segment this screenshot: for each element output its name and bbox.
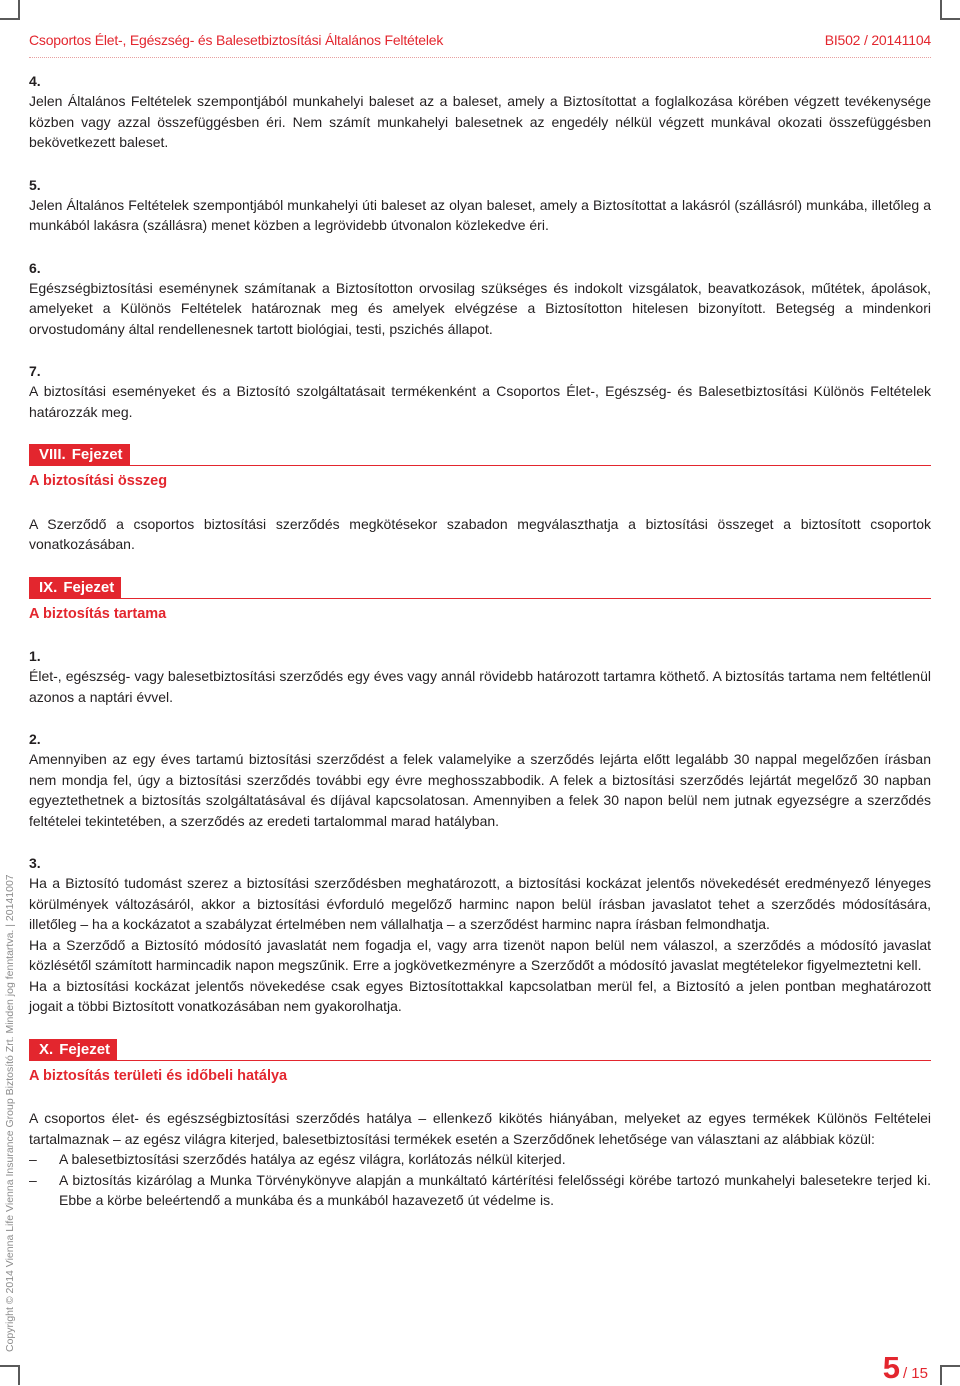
- document-title: Csoportos Élet-, Egészség- és Balesetbiztosítási Általános Feltételek: [29, 32, 444, 48]
- chapter-heading-bar: [29, 444, 931, 466]
- list-dash: –: [29, 1171, 37, 1188]
- paragraph: A csoportos élet- és egészségbiztosítási szerződés hatálya – ellenkező kikötés hiányában, melyeket az egyes termékek Különös Feltételei tartalmaznak – az egész világra kiterjed, balesetbiztosítási termékek esetén a Szerződőnek lehetősége van választani az alábbiak közül:: [29, 1110, 931, 1147]
- list-item-text: A biztosítás kizárólag a Munka Törvénykönyve alapján a munkáltató kártérítési felelősségi körébe tartozó munkahelyi balesetekre terjed ki. Ebbe a körbe beleértendő a munkába és a munkából hazavezető út védelme is.: [59, 1171, 931, 1208]
- section-text: Élet-, egészség- vagy balesetbiztosítási szerződés egy éves vagy annál rövidebb határozott tartamra köthető. A biztosítás tartama nem feltétlenül azonos a naptári évvel.: [29, 668, 931, 705]
- chapter-label: [29, 444, 130, 466]
- chapter-viii: [29, 444, 931, 492]
- section-number: 3.: [29, 855, 41, 871]
- chapter-heading-bar: [29, 1039, 931, 1061]
- crop-mark-top-right: [940, 0, 960, 20]
- section-text: Ha a Szerződő a Biztosító módosító javaslatát nem fogadja el, vagy arra tizenöt napon belül nem válaszol, a szerződés a módosító javaslat közlésétől számított harmincadik napon megszűnik. Erre a jogkövetkezményre a Szerződőt a módosító javaslat megtételekor figyelmeztetni kell.: [29, 936, 931, 973]
- chapter-title: A biztosítási összeg: [29, 473, 168, 489]
- chapter-ix-point-3: [29, 853, 931, 1017]
- section-6: [29, 258, 931, 340]
- section-number: 4.: [29, 73, 41, 89]
- chapter-ix-point-1: [29, 646, 931, 707]
- chapter-rule: [29, 1060, 931, 1061]
- chapter-roman: VIII.: [39, 446, 66, 463]
- chapter-word: Fejezet: [71, 446, 123, 463]
- chapter-heading-bar: [29, 577, 931, 599]
- page-content: [29, 71, 931, 1211]
- chapter-word: Fejezet: [63, 578, 115, 596]
- section-number: 1.: [29, 648, 41, 664]
- section-7: [29, 361, 931, 422]
- chapter-label: [29, 1039, 117, 1061]
- section-number: 2.: [29, 731, 41, 747]
- section-5: [29, 175, 931, 236]
- section-text: Jelen Általános Feltételek szempontjából munkahelyi úti baleset az olyan baleset, amely a Biztosítottat a lakásról (szállásról) munkába, illetőleg a munkából lakásra (szállásra) menet közben a legrövidebb útvonalon közlekedve éri.: [29, 196, 931, 233]
- paragraph: A Szerződő a csoportos biztosítási szerződés megkötésekor szabadon megválaszthatja a biztosítási összeget a biztosított csoportok vonatkozásában.: [29, 515, 931, 552]
- chapter-x: [29, 1039, 931, 1087]
- section-4: [29, 71, 931, 153]
- chapter-roman: IX.: [39, 578, 58, 596]
- copyright-notice: Copyright © 2014 Vienna Life Vienna Insurance Group Biztosító Zrt. Minden jog fenntartva. | 20141007: [4, 874, 16, 1352]
- crop-mark-top-left: [0, 0, 20, 20]
- chapter-ix: [29, 577, 931, 625]
- total-pages: / 15: [902, 1365, 928, 1382]
- chapter-label: [29, 577, 121, 599]
- chapter-word: Fejezet: [59, 1040, 111, 1058]
- section-text: Egészségbiztosítási eseménynek számítanak a Biztosítotton orvosilag szükséges és indokolt vizsgálatok, beavatkozások, műtétek, ápolások, amelyeket a Különös Feltételek határoznak meg és amelyek elvégzése a Biztosítotton hitelesen bizonyított. Betegség a mindenkori orvostudomány által rendellenesnek tartott biológiai, testi, pszichés állapot.: [29, 279, 931, 337]
- page-number: [883, 1350, 928, 1386]
- section-number: 5.: [29, 176, 41, 193]
- section-text: Ha a biztosítási kockázat jelentős növekedése csak egyes Biztosítottakkal kapcsolatban merül fel, a Biztosító a jelen pontban meghatározott jogait a többi Biztosított vonatkozásában nem gyakorolhatja.: [29, 977, 931, 1014]
- chapter-title: A biztosítás tartama: [29, 605, 167, 622]
- section-number: 7.: [29, 363, 41, 379]
- chapter-ix-point-2: [29, 729, 931, 831]
- section-number: 6.: [29, 259, 41, 276]
- section-text: A biztosítási eseményeket és a Biztosító szolgáltatásait termékenként a Csoportos Élet-, Egészség- és Balesetbiztosítási Különös Feltételek határozzák meg.: [29, 383, 931, 420]
- chapter-viii-text: [29, 514, 931, 555]
- current-page: 5: [882, 1350, 900, 1385]
- chapter-rule: [29, 465, 931, 466]
- chapter-title: A biztosítás területi és időbeli hatálya: [29, 1067, 288, 1084]
- chapter-roman: X.: [39, 1040, 54, 1058]
- chapter-rule: [29, 598, 931, 599]
- section-text: Jelen Általános Feltételek szempontjából munkahelyi baleset az a baleset, amely a Biztosítottat a foglalkozása körében végzett tevékenysége közben vagy azzal összefüggésben éri. Nem számít munkahelyi balesetnek az engedély nélkül végzett munkával okozati összefüggésben bekövetkezett baleset.: [29, 93, 931, 150]
- document-code: BI502 / 20141104: [824, 32, 931, 48]
- list-dash: –: [29, 1151, 37, 1167]
- list-item: [29, 1149, 931, 1170]
- list-item-text: A balesetbiztosítási szerződés hatálya az egész világra, korlátozás nélkül kiterjed.: [59, 1151, 566, 1167]
- header-divider: [29, 57, 931, 58]
- section-text: Ha a Biztosító tudomást szerez a biztosítási szerződésben meghatározott, a biztosítási kockázat jelentős növekedését eredményező lényeges körülmények változásáról, akkor a biztosítási évforduló megelőző harminc napon belül írásban javaslatot tehet a szerződés módosítására, illetőleg – ha a kockázatot a szabályzat értelmében nem vállalhatja – a szerződést harminc napra írásban felmondhatja.: [29, 875, 931, 932]
- chapter-x-text: [29, 1108, 931, 1211]
- list-item: [29, 1170, 931, 1211]
- section-text: Amennyiben az egy éves tartamú biztosítási szerződést a felek valamelyike a szerződés lejárta előtt legalább 30 nappal megelőzően írásban nem mondja fel, úgy a biztosítási szerződés további egy évre meghosszabbodik. A felek a biztosítási szerződés lejártát megelőző 30 napban egyeztethetnek a biztosítás szolgáltatásával és díjával kapcsolatosan. Amennyiben a felek 30 napon belül nem jutnak egyezségre a szerződés feltételei tekintetében, a szerződés az eredeti tartalommal marad hatályban.: [29, 751, 931, 829]
- crop-mark-bottom-right: [940, 1365, 960, 1385]
- crop-mark-bottom-left: [0, 1365, 20, 1385]
